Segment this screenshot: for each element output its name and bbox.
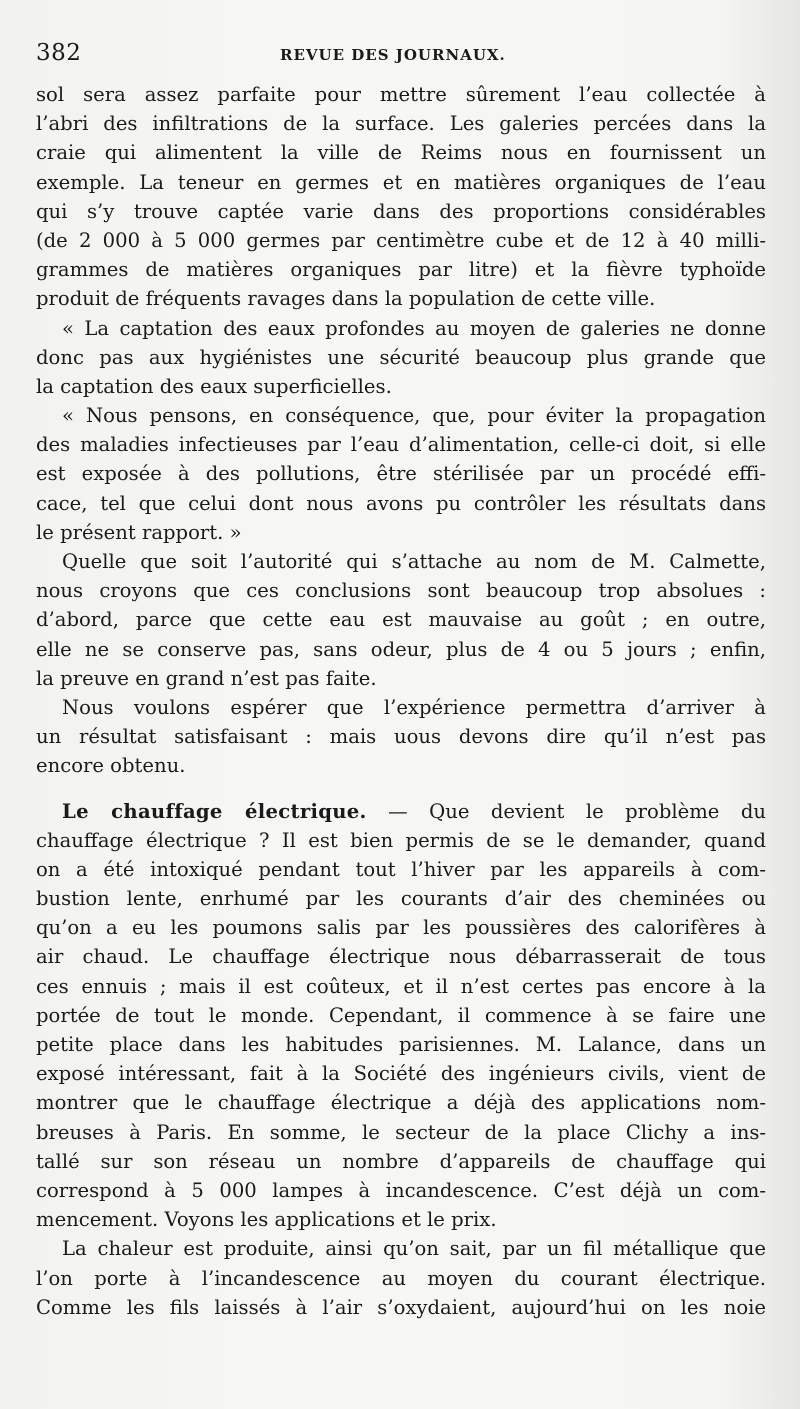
text-fragment: — Que devient le problème du — [366, 799, 766, 823]
text-line: (de 2 000 à 5 000 germes par centimètre cube et de 12 à 40 milli- — [36, 228, 766, 252]
paragraph — [36, 80, 766, 314]
text-line: craie qui alimentent la ville de Reims nous en fournissent un — [36, 141, 766, 165]
running-head: REVUE DES JOURNAUX. — [280, 46, 506, 64]
text-line: Quelle que soit l’autorité qui s’attache au nom de M. Calmette, — [62, 550, 766, 573]
text-line: exemple. La teneur en germes et en matières organiques de l’eau — [36, 170, 766, 194]
text-line: correspond à 5 000 lampes à incandescence. C’est déjà un com- — [36, 1178, 766, 1202]
text-line: breuses à Paris. En somme, le secteur de la place Clichy a ins- — [36, 1120, 766, 1144]
text-line: le présent rapport. » — [36, 520, 242, 544]
text-line: qu’on a eu les poumons salis par les poussières des calorifères à — [36, 916, 766, 940]
section-paragraph — [36, 797, 766, 1235]
text-line: la preuve en grand n’est pas faite. — [36, 666, 377, 690]
text-line: Comme les fils laissés à l’air s’oxydaient, aujourd’hui on les noie — [36, 1295, 766, 1319]
text-line: sol sera assez parfaite pour mettre sûrement l’eau collectée à — [36, 83, 766, 106]
text-line: nous croyons que ces conclusions sont beaucoup trop absolues : — [36, 579, 766, 603]
text-line: on a été intoxiqué pendant tout l’hiver par les appareils à com- — [36, 857, 766, 881]
text-line: chauffage électrique ? Il est bien permis de se le demander, quand — [36, 828, 766, 852]
page-number: 382 — [36, 40, 82, 66]
text-line: l’on porte à l’incandescence au moyen du courant électrique. — [36, 1266, 766, 1290]
text-line: la captation des eaux superficielles. — [36, 374, 392, 398]
text-line: grammes de matières organiques par litre) et la fièvre typhoïde — [36, 258, 766, 282]
text-line: air chaud. Le chauffage électrique nous débarrasserait de tous — [36, 945, 766, 969]
text-line: est exposée à des pollutions, être stérilisée par un procédé effi- — [36, 462, 766, 486]
paragraph — [36, 401, 766, 547]
text-line: produit de fréquents ravages dans la population de cette ville. — [36, 287, 656, 311]
text-line: petite place dans les habitudes parisiennes. M. Lalance, dans un — [36, 1033, 766, 1056]
text-line: mencement. Voyons les applications et le prix. — [36, 1208, 497, 1232]
text-line: d’abord, parce que cette eau est mauvaise au goût ; en outre, — [36, 608, 766, 632]
text-line: « Nous pensons, en conséquence, que, pour éviter la propagation — [62, 404, 766, 428]
text-line: « La captation des eaux profondes au moyen de galeries ne donne — [62, 316, 766, 340]
text-line: montrer que le chauffage électrique a déjà des applications nom- — [36, 1091, 766, 1115]
text-line: encore obtenu. — [36, 754, 186, 778]
text-line: l’abri des infiltrations de la surface. Les galeries percées dans la — [36, 112, 766, 136]
text-line: elle ne se conserve pas, sans odeur, plus de 4 ou 5 jours ; enfin, — [36, 637, 766, 661]
text-line: qui s’y trouve captée varie dans des proportions considérables — [36, 199, 766, 223]
text-line: un résultat satisfaisant : mais uous devons dire qu’il n’est pas — [36, 725, 766, 749]
text-line: exposé intéressant, fait à la Société des ingénieurs civils, vient de — [36, 1062, 766, 1086]
text-line: des maladies infectieuses par l’eau d’alimentation, celle-ci doit, si elle — [36, 433, 766, 457]
text-line: Nous voulons espérer que l’expérience permettra d’arriver à — [62, 695, 766, 719]
paragraph — [36, 693, 766, 781]
text-line: tallé sur son réseau un nombre d’appareils de chauffage qui — [36, 1149, 766, 1173]
body-text — [36, 80, 766, 1322]
paragraph — [36, 547, 766, 693]
text-line: cace, tel que celui dont nous avons pu contrôler les résultats dans — [36, 491, 766, 515]
text-line — [36, 797, 766, 826]
text-line: bustion lente, enrhumé par les courants d’air des cheminées ou — [36, 887, 766, 911]
text-line: portée de tout le monde. Cependant, il commence à se faire une — [36, 1003, 766, 1027]
paragraph — [36, 1234, 766, 1322]
text-line: ces ennuis ; mais il est coûteux, et il n’est certes pas encore à la — [36, 974, 766, 998]
section-title: Le chauffage électrique. — [62, 799, 367, 823]
paragraph — [36, 314, 766, 402]
text-line: La chaleur est produite, ainsi qu’on sait, par un fil métallique que — [62, 1237, 766, 1261]
text-line: donc pas aux hygiénistes une sécurité beaucoup plus grande que — [36, 345, 766, 369]
page-header — [36, 40, 756, 80]
